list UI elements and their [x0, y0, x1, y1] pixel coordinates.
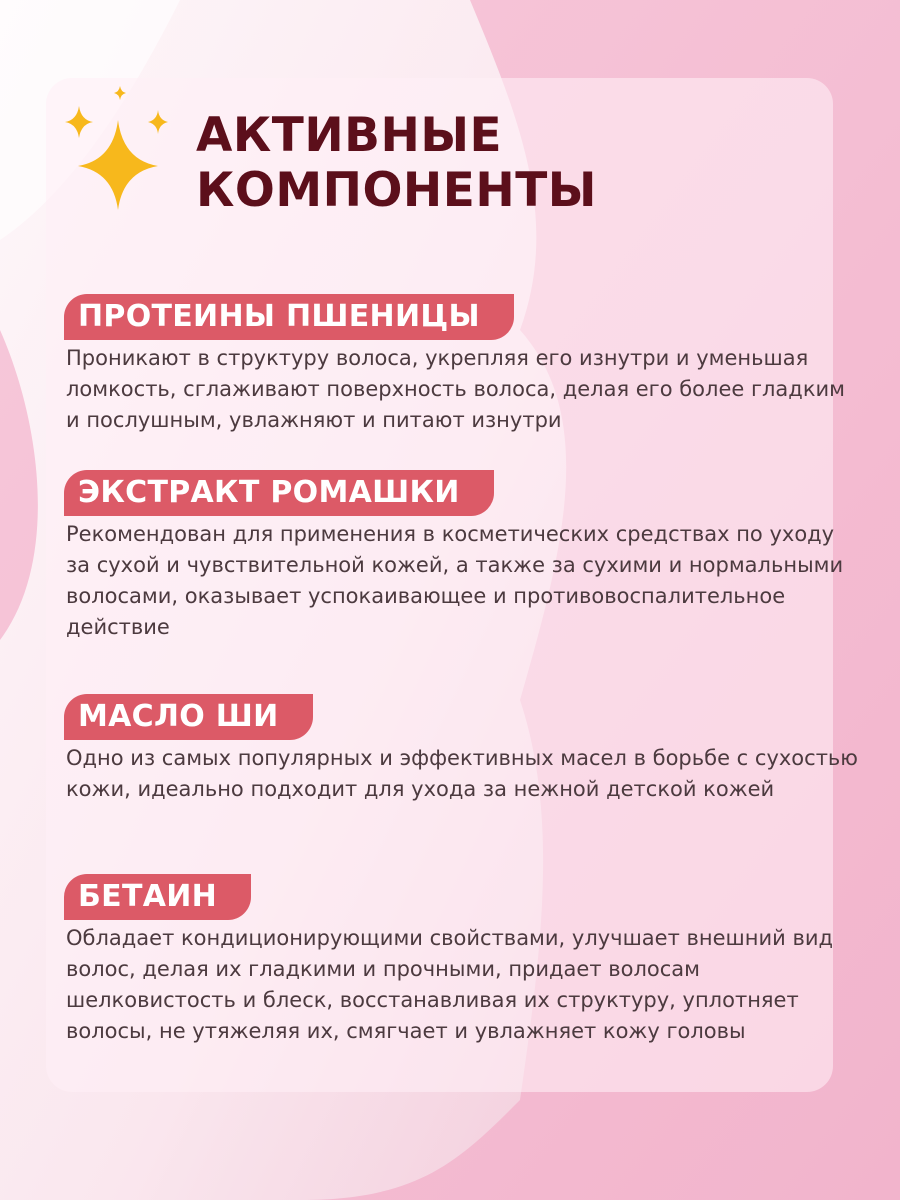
ingredient-section [64, 694, 860, 805]
ingredient-section [64, 294, 860, 436]
page-title [196, 108, 597, 218]
ingredient-description: Рекомендован для применения в косметических средствах по уходу за сухой и чувствительной кожей, а также за сухими и нормальными волосами, оказывает успокаивающее и противовоспалительное действие [66, 522, 844, 639]
ingredient-description: Проникают в структуру волоса, укрепляя его изнутри и уменьшая ломкость, сглаживают поверхность волоса, делая его более гладким и послушным, увлажняют и питают изнутри [66, 346, 845, 432]
ingredient-description: Одно из самых популярных и эффективных масел в борьбе с сухостью кожи, идеально подходит для ухода за нежной детской кожей [66, 746, 858, 801]
ingredient-name-pill: ПРОТЕИНЫ ПШЕНИЦЫ [64, 294, 514, 340]
sparkles-icon [60, 82, 180, 212]
ingredient-section [64, 470, 860, 643]
title-line-1: АКТИВНЫЕ [196, 108, 503, 163]
ingredient-description: Обладает кондиционирующими свойствами, улучшает внешний вид волос, делая их гладкими и прочными, придает волосам шелковистость и блеск, восстанавливая их структуру, уплотняет волосы, не утяжеляя их, смягчает и увлажняет кожу головы [66, 926, 833, 1043]
title-line-2: КОМПОНЕНТЫ [196, 163, 597, 218]
ingredient-name-pill: ЭКСТРАКТ РОМАШКИ [64, 470, 494, 516]
ingredient-section [64, 874, 860, 1047]
ingredient-name-pill: БЕТАИН [64, 874, 251, 920]
ingredient-name-pill: МАСЛО ШИ [64, 694, 313, 740]
